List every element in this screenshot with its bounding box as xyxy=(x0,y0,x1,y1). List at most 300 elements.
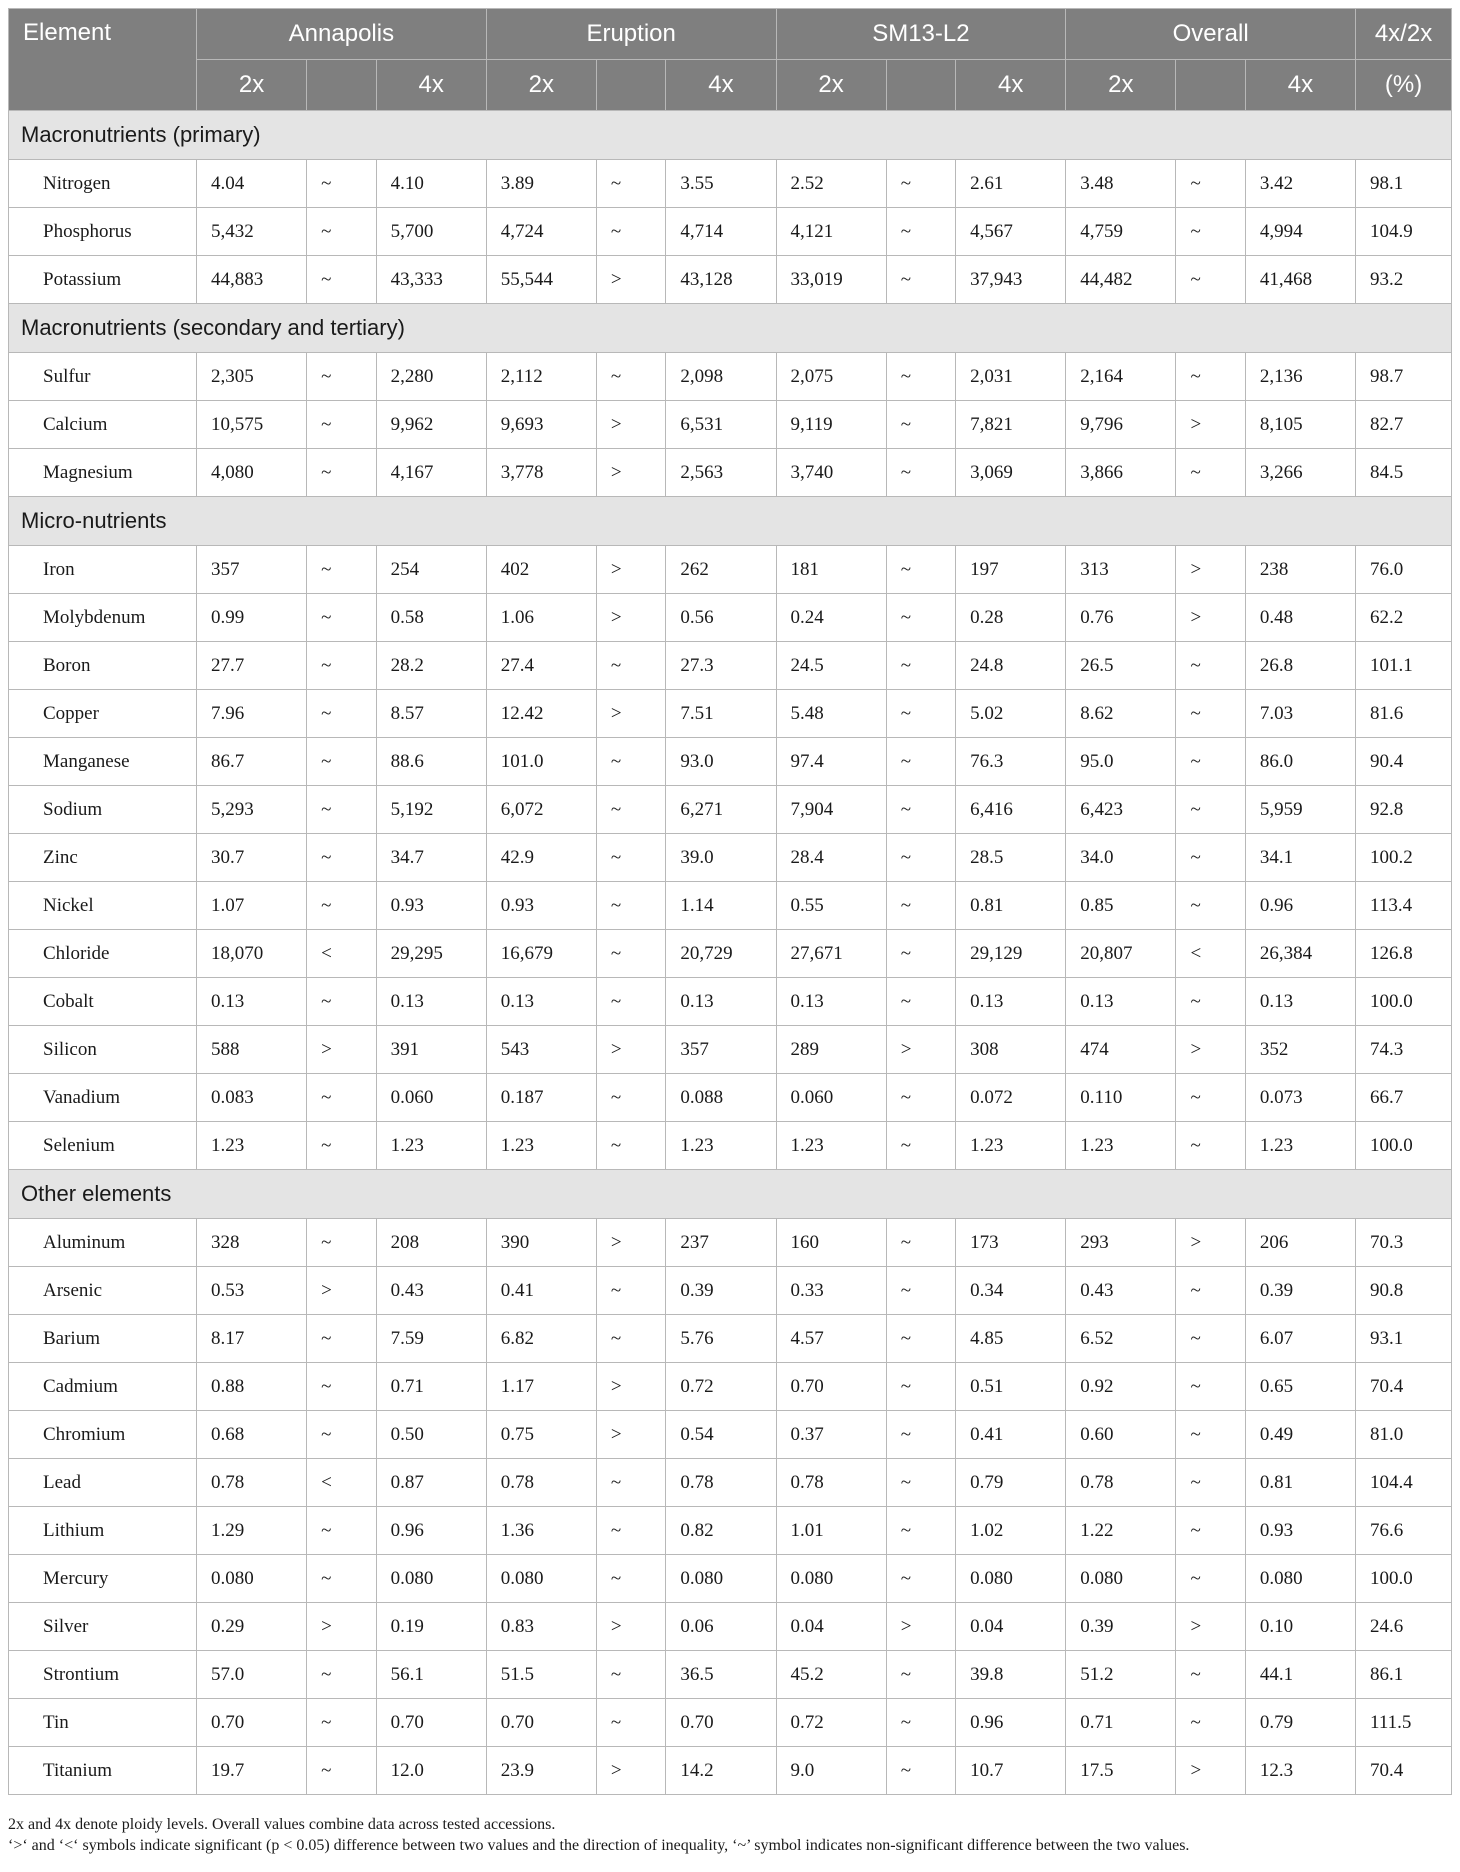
element-name-cell: Chloride xyxy=(9,930,197,978)
value-cell: 36.5 xyxy=(666,1651,776,1699)
ratio-cell: 104.9 xyxy=(1356,208,1452,256)
table-row xyxy=(9,256,1452,304)
comparison-symbol-cell: ~ xyxy=(307,353,376,401)
value-cell: 308 xyxy=(956,1026,1066,1074)
value-cell: 29,295 xyxy=(376,930,486,978)
header-sub-2x: 2x xyxy=(486,60,596,111)
table-row xyxy=(9,834,1452,882)
table-row xyxy=(9,642,1452,690)
value-cell: 0.92 xyxy=(1066,1363,1176,1411)
element-name-cell: Lead xyxy=(9,1459,197,1507)
value-cell: 0.88 xyxy=(197,1363,307,1411)
value-cell: 4.57 xyxy=(776,1315,886,1363)
value-cell: 17.5 xyxy=(1066,1747,1176,1795)
ratio-cell: 70.3 xyxy=(1356,1219,1452,1267)
comparison-symbol-cell: ~ xyxy=(886,642,955,690)
table-row xyxy=(9,1747,1452,1795)
value-cell: 0.34 xyxy=(956,1267,1066,1315)
value-cell: 1.22 xyxy=(1066,1507,1176,1555)
comparison-symbol-cell: ~ xyxy=(1176,834,1245,882)
value-cell: 0.080 xyxy=(376,1555,486,1603)
header-ratio: 4x/2x xyxy=(1356,9,1452,60)
value-cell: 28.5 xyxy=(956,834,1066,882)
value-cell: 588 xyxy=(197,1026,307,1074)
footnote-symbols: ‘>‘ and ‘<‘ symbols indicate significant (p < 0.05) difference between two values and the direction of inequality, ‘~’ symbol indicates non-significant difference between the two values. xyxy=(8,1837,1190,1854)
value-cell: 254 xyxy=(376,546,486,594)
value-cell: 0.37 xyxy=(776,1411,886,1459)
header-sub-blank xyxy=(596,60,665,111)
table-row xyxy=(9,1122,1452,1170)
value-cell: 1.23 xyxy=(1245,1122,1355,1170)
element-name-cell: Aluminum xyxy=(9,1219,197,1267)
value-cell: 97.4 xyxy=(776,738,886,786)
comparison-symbol-cell: > xyxy=(886,1026,955,1074)
value-cell: 238 xyxy=(1245,546,1355,594)
section-title: Macronutrients (secondary and tertiary) xyxy=(9,304,1452,353)
value-cell: 0.72 xyxy=(666,1363,776,1411)
header-group-sm13-l2: SM13-L2 xyxy=(776,9,1066,60)
comparison-symbol-cell: ~ xyxy=(307,1507,376,1555)
value-cell: 402 xyxy=(486,546,596,594)
value-cell: 0.19 xyxy=(376,1603,486,1651)
comparison-symbol-cell: < xyxy=(307,1459,376,1507)
comparison-symbol-cell: > xyxy=(1176,1747,1245,1795)
value-cell: 0.41 xyxy=(956,1411,1066,1459)
table-row xyxy=(9,208,1452,256)
value-cell: 20,807 xyxy=(1066,930,1176,978)
table-row xyxy=(9,1026,1452,1074)
comparison-symbol-cell: ~ xyxy=(596,1315,665,1363)
value-cell: 208 xyxy=(376,1219,486,1267)
value-cell: 7.59 xyxy=(376,1315,486,1363)
comparison-symbol-cell: ~ xyxy=(1176,1074,1245,1122)
comparison-symbol-cell: ~ xyxy=(307,1315,376,1363)
value-cell: 9,119 xyxy=(776,401,886,449)
value-cell: 3,266 xyxy=(1245,449,1355,497)
value-cell: 51.5 xyxy=(486,1651,596,1699)
comparison-symbol-cell: > xyxy=(1176,1603,1245,1651)
value-cell: 262 xyxy=(666,546,776,594)
value-cell: 0.81 xyxy=(956,882,1066,930)
value-cell: 5,700 xyxy=(376,208,486,256)
value-cell: 1.07 xyxy=(197,882,307,930)
comparison-symbol-cell: ~ xyxy=(886,594,955,642)
value-cell: 7,821 xyxy=(956,401,1066,449)
value-cell: 0.96 xyxy=(1245,882,1355,930)
value-cell: 10.7 xyxy=(956,1747,1066,1795)
element-name-cell: Barium xyxy=(9,1315,197,1363)
value-cell: 2,280 xyxy=(376,353,486,401)
value-cell: 0.50 xyxy=(376,1411,486,1459)
value-cell: 543 xyxy=(486,1026,596,1074)
comparison-symbol-cell: ~ xyxy=(886,1363,955,1411)
value-cell: 1.23 xyxy=(197,1122,307,1170)
comparison-symbol-cell: ~ xyxy=(307,208,376,256)
value-cell: 2,098 xyxy=(666,353,776,401)
comparison-symbol-cell: ~ xyxy=(596,786,665,834)
element-name-cell: Titanium xyxy=(9,1747,197,1795)
value-cell: 56.1 xyxy=(376,1651,486,1699)
value-cell: 37,943 xyxy=(956,256,1066,304)
value-cell: 1.02 xyxy=(956,1507,1066,1555)
comparison-symbol-cell: > xyxy=(596,1603,665,1651)
value-cell: 39.8 xyxy=(956,1651,1066,1699)
section-header-row xyxy=(9,111,1452,160)
comparison-symbol-cell: ~ xyxy=(1176,1363,1245,1411)
comparison-symbol-cell: > xyxy=(596,1747,665,1795)
value-cell: 0.080 xyxy=(197,1555,307,1603)
header-sub-4x: 4x xyxy=(666,60,776,111)
table-row xyxy=(9,594,1452,642)
value-cell: 0.083 xyxy=(197,1074,307,1122)
value-cell: 0.53 xyxy=(197,1267,307,1315)
comparison-symbol-cell: ~ xyxy=(886,1411,955,1459)
ratio-cell: 100.0 xyxy=(1356,1122,1452,1170)
value-cell: 4.85 xyxy=(956,1315,1066,1363)
comparison-symbol-cell: > xyxy=(596,1363,665,1411)
table-row xyxy=(9,690,1452,738)
comparison-symbol-cell: > xyxy=(596,690,665,738)
ratio-cell: 62.2 xyxy=(1356,594,1452,642)
ratio-cell: 74.3 xyxy=(1356,1026,1452,1074)
value-cell: 0.080 xyxy=(776,1555,886,1603)
value-cell: 6,072 xyxy=(486,786,596,834)
value-cell: 0.93 xyxy=(376,882,486,930)
value-cell: 57.0 xyxy=(197,1651,307,1699)
ratio-cell: 84.5 xyxy=(1356,449,1452,497)
value-cell: 0.71 xyxy=(1066,1699,1176,1747)
value-cell: 0.080 xyxy=(956,1555,1066,1603)
ratio-cell: 101.1 xyxy=(1356,642,1452,690)
comparison-symbol-cell: ~ xyxy=(307,256,376,304)
comparison-symbol-cell: ~ xyxy=(1176,1315,1245,1363)
value-cell: 26.5 xyxy=(1066,642,1176,690)
value-cell: 1.23 xyxy=(666,1122,776,1170)
value-cell: 4,759 xyxy=(1066,208,1176,256)
value-cell: 352 xyxy=(1245,1026,1355,1074)
element-name-cell: Sodium xyxy=(9,786,197,834)
comparison-symbol-cell: ~ xyxy=(596,930,665,978)
element-name-cell: Silver xyxy=(9,1603,197,1651)
value-cell: 390 xyxy=(486,1219,596,1267)
value-cell: 3.55 xyxy=(666,160,776,208)
value-cell: 0.110 xyxy=(1066,1074,1176,1122)
value-cell: 0.13 xyxy=(376,978,486,1026)
value-cell: 0.06 xyxy=(666,1603,776,1651)
ratio-cell: 126.8 xyxy=(1356,930,1452,978)
element-name-cell: Nitrogen xyxy=(9,160,197,208)
comparison-symbol-cell: ~ xyxy=(1176,1699,1245,1747)
comparison-symbol-cell: ~ xyxy=(596,834,665,882)
comparison-symbol-cell: ~ xyxy=(307,1747,376,1795)
value-cell: 328 xyxy=(197,1219,307,1267)
comparison-symbol-cell: ~ xyxy=(886,401,955,449)
comparison-symbol-cell: ~ xyxy=(886,1219,955,1267)
value-cell: 12.0 xyxy=(376,1747,486,1795)
value-cell: 44.1 xyxy=(1245,1651,1355,1699)
comparison-symbol-cell: ~ xyxy=(886,449,955,497)
ratio-cell: 113.4 xyxy=(1356,882,1452,930)
comparison-symbol-cell: ~ xyxy=(596,1074,665,1122)
comparison-symbol-cell: ~ xyxy=(307,160,376,208)
value-cell: 8.62 xyxy=(1066,690,1176,738)
value-cell: 0.55 xyxy=(776,882,886,930)
comparison-symbol-cell: ~ xyxy=(1176,738,1245,786)
value-cell: 0.79 xyxy=(1245,1699,1355,1747)
value-cell: 29,129 xyxy=(956,930,1066,978)
comparison-symbol-cell: ~ xyxy=(1176,160,1245,208)
value-cell: 0.072 xyxy=(956,1074,1066,1122)
table-row xyxy=(9,353,1452,401)
element-name-cell: Silicon xyxy=(9,1026,197,1074)
value-cell: 95.0 xyxy=(1066,738,1176,786)
value-cell: 3,866 xyxy=(1066,449,1176,497)
value-cell: 9.0 xyxy=(776,1747,886,1795)
comparison-symbol-cell: > xyxy=(1176,594,1245,642)
header-sub-blank xyxy=(886,60,955,111)
element-name-cell: Calcium xyxy=(9,401,197,449)
comparison-symbol-cell: ~ xyxy=(1176,1411,1245,1459)
ratio-cell: 81.6 xyxy=(1356,690,1452,738)
table-row xyxy=(9,1507,1452,1555)
value-cell: 0.39 xyxy=(1245,1267,1355,1315)
ratio-cell: 98.1 xyxy=(1356,160,1452,208)
value-cell: 1.36 xyxy=(486,1507,596,1555)
value-cell: 7.96 xyxy=(197,690,307,738)
value-cell: 3,778 xyxy=(486,449,596,497)
value-cell: 88.6 xyxy=(376,738,486,786)
value-cell: 0.10 xyxy=(1245,1603,1355,1651)
comparison-symbol-cell: ~ xyxy=(886,1122,955,1170)
value-cell: 0.073 xyxy=(1245,1074,1355,1122)
value-cell: 1.23 xyxy=(956,1122,1066,1170)
comparison-symbol-cell: ~ xyxy=(886,1267,955,1315)
comparison-symbol-cell: ~ xyxy=(307,1363,376,1411)
value-cell: 1.17 xyxy=(486,1363,596,1411)
value-cell: 0.70 xyxy=(197,1699,307,1747)
comparison-symbol-cell: > xyxy=(307,1603,376,1651)
comparison-symbol-cell: ~ xyxy=(1176,882,1245,930)
element-name-cell: Phosphorus xyxy=(9,208,197,256)
value-cell: 0.13 xyxy=(1066,978,1176,1026)
comparison-symbol-cell: > xyxy=(596,401,665,449)
table-container xyxy=(8,8,1452,1795)
comparison-symbol-cell: ~ xyxy=(886,930,955,978)
value-cell: 7,904 xyxy=(776,786,886,834)
value-cell: 12.42 xyxy=(486,690,596,738)
comparison-symbol-cell: ~ xyxy=(307,401,376,449)
header-sub-2x: 2x xyxy=(776,60,886,111)
value-cell: 8.17 xyxy=(197,1315,307,1363)
comparison-symbol-cell: > xyxy=(596,449,665,497)
ratio-cell: 100.0 xyxy=(1356,1555,1452,1603)
value-cell: 43,333 xyxy=(376,256,486,304)
value-cell: 0.65 xyxy=(1245,1363,1355,1411)
value-cell: 2,075 xyxy=(776,353,886,401)
comparison-symbol-cell: > xyxy=(1176,401,1245,449)
comparison-symbol-cell: ~ xyxy=(1176,1267,1245,1315)
value-cell: 3.42 xyxy=(1245,160,1355,208)
value-cell: 0.87 xyxy=(376,1459,486,1507)
table-row xyxy=(9,1267,1452,1315)
value-cell: 6,423 xyxy=(1066,786,1176,834)
comparison-symbol-cell: ~ xyxy=(307,1411,376,1459)
table-row xyxy=(9,1699,1452,1747)
value-cell: 27,671 xyxy=(776,930,886,978)
table-row xyxy=(9,1315,1452,1363)
value-cell: 6,271 xyxy=(666,786,776,834)
comparison-symbol-cell: ~ xyxy=(886,353,955,401)
value-cell: 4.04 xyxy=(197,160,307,208)
value-cell: 0.29 xyxy=(197,1603,307,1651)
comparison-symbol-cell: ~ xyxy=(596,978,665,1026)
value-cell: 0.99 xyxy=(197,594,307,642)
value-cell: 10,575 xyxy=(197,401,307,449)
value-cell: 0.088 xyxy=(666,1074,776,1122)
value-cell: 173 xyxy=(956,1219,1066,1267)
value-cell: 6,416 xyxy=(956,786,1066,834)
comparison-symbol-cell: ~ xyxy=(1176,786,1245,834)
value-cell: 86.7 xyxy=(197,738,307,786)
value-cell: 293 xyxy=(1066,1219,1176,1267)
value-cell: 3,740 xyxy=(776,449,886,497)
value-cell: 24.5 xyxy=(776,642,886,690)
value-cell: 0.39 xyxy=(666,1267,776,1315)
table-row xyxy=(9,978,1452,1026)
element-name-cell: Mercury xyxy=(9,1555,197,1603)
comparison-symbol-cell: ~ xyxy=(1176,208,1245,256)
comparison-symbol-cell: ~ xyxy=(596,1699,665,1747)
value-cell: 0.13 xyxy=(776,978,886,1026)
value-cell: 0.28 xyxy=(956,594,1066,642)
value-cell: 0.70 xyxy=(666,1699,776,1747)
value-cell: 55,544 xyxy=(486,256,596,304)
comparison-symbol-cell: ~ xyxy=(886,978,955,1026)
value-cell: 2,164 xyxy=(1066,353,1176,401)
element-name-cell: Magnesium xyxy=(9,449,197,497)
comparison-symbol-cell: ~ xyxy=(1176,1651,1245,1699)
value-cell: 20,729 xyxy=(666,930,776,978)
comparison-symbol-cell: ~ xyxy=(886,256,955,304)
comparison-symbol-cell: ~ xyxy=(886,1747,955,1795)
value-cell: 0.43 xyxy=(376,1267,486,1315)
ratio-cell: 82.7 xyxy=(1356,401,1452,449)
value-cell: 2,563 xyxy=(666,449,776,497)
element-name-cell: Zinc xyxy=(9,834,197,882)
section-header-row xyxy=(9,1170,1452,1219)
comparison-symbol-cell: ~ xyxy=(307,1651,376,1699)
value-cell: 0.54 xyxy=(666,1411,776,1459)
comparison-symbol-cell: > xyxy=(307,1267,376,1315)
comparison-symbol-cell: ~ xyxy=(307,594,376,642)
comparison-symbol-cell: ~ xyxy=(1176,1555,1245,1603)
element-name-cell: Chromium xyxy=(9,1411,197,1459)
comparison-symbol-cell: < xyxy=(1176,930,1245,978)
element-name-cell: Arsenic xyxy=(9,1267,197,1315)
value-cell: 8,105 xyxy=(1245,401,1355,449)
comparison-symbol-cell: ~ xyxy=(596,208,665,256)
comparison-symbol-cell: ~ xyxy=(886,1699,955,1747)
comparison-symbol-cell: ~ xyxy=(1176,978,1245,1026)
header-element: Element xyxy=(9,9,197,111)
value-cell: 93.0 xyxy=(666,738,776,786)
ratio-cell: 90.8 xyxy=(1356,1267,1452,1315)
value-cell: 0.51 xyxy=(956,1363,1066,1411)
value-cell: 4,080 xyxy=(197,449,307,497)
comparison-symbol-cell: > xyxy=(1176,546,1245,594)
value-cell: 4,724 xyxy=(486,208,596,256)
value-cell: 0.080 xyxy=(486,1555,596,1603)
comparison-symbol-cell: ~ xyxy=(596,882,665,930)
value-cell: 7.51 xyxy=(666,690,776,738)
ratio-cell: 90.4 xyxy=(1356,738,1452,786)
comparison-symbol-cell: ~ xyxy=(307,1122,376,1170)
ratio-cell: 81.0 xyxy=(1356,1411,1452,1459)
comparison-symbol-cell: < xyxy=(307,930,376,978)
ratio-cell: 24.6 xyxy=(1356,1603,1452,1651)
value-cell: 33,019 xyxy=(776,256,886,304)
value-cell: 8.57 xyxy=(376,690,486,738)
value-cell: 0.60 xyxy=(1066,1411,1176,1459)
table-row xyxy=(9,882,1452,930)
comparison-symbol-cell: ~ xyxy=(886,160,955,208)
value-cell: 14.2 xyxy=(666,1747,776,1795)
table-row xyxy=(9,1651,1452,1699)
value-cell: 18,070 xyxy=(197,930,307,978)
value-cell: 7.03 xyxy=(1245,690,1355,738)
ratio-cell: 70.4 xyxy=(1356,1747,1452,1795)
ratio-cell: 100.0 xyxy=(1356,978,1452,1026)
value-cell: 5.76 xyxy=(666,1315,776,1363)
value-cell: 181 xyxy=(776,546,886,594)
value-cell: 9,796 xyxy=(1066,401,1176,449)
header-sub-blank xyxy=(307,60,376,111)
value-cell: 2,112 xyxy=(486,353,596,401)
value-cell: 2,031 xyxy=(956,353,1066,401)
ratio-cell: 100.2 xyxy=(1356,834,1452,882)
ratio-cell: 86.1 xyxy=(1356,1651,1452,1699)
comparison-symbol-cell: ~ xyxy=(1176,353,1245,401)
table-row xyxy=(9,160,1452,208)
value-cell: 6,531 xyxy=(666,401,776,449)
value-cell: 357 xyxy=(666,1026,776,1074)
value-cell: 0.13 xyxy=(956,978,1066,1026)
comparison-symbol-cell: ~ xyxy=(596,1122,665,1170)
ratio-cell: 93.1 xyxy=(1356,1315,1452,1363)
table-row xyxy=(9,449,1452,497)
header-sub-2x: 2x xyxy=(197,60,307,111)
value-cell: 44,482 xyxy=(1066,256,1176,304)
value-cell: 0.060 xyxy=(376,1074,486,1122)
value-cell: 30.7 xyxy=(197,834,307,882)
value-cell: 27.4 xyxy=(486,642,596,690)
table-row xyxy=(9,1074,1452,1122)
value-cell: 237 xyxy=(666,1219,776,1267)
section-title: Micro-nutrients xyxy=(9,497,1452,546)
value-cell: 2.61 xyxy=(956,160,1066,208)
value-cell: 4.10 xyxy=(376,160,486,208)
value-cell: 206 xyxy=(1245,1219,1355,1267)
comparison-symbol-cell: > xyxy=(1176,1219,1245,1267)
comparison-symbol-cell: > xyxy=(307,1026,376,1074)
value-cell: 0.48 xyxy=(1245,594,1355,642)
value-cell: 3,069 xyxy=(956,449,1066,497)
comparison-symbol-cell: > xyxy=(596,1411,665,1459)
value-cell: 0.58 xyxy=(376,594,486,642)
value-cell: 42.9 xyxy=(486,834,596,882)
comparison-symbol-cell: ~ xyxy=(886,208,955,256)
table-footnotes xyxy=(8,1814,1452,1856)
